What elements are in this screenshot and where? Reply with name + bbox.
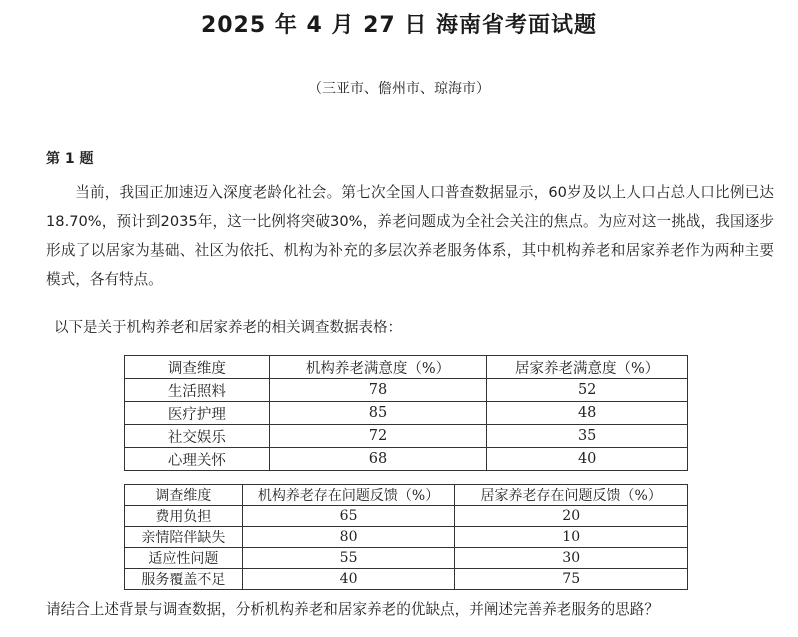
table-cell: 心理关怀: [125, 448, 270, 471]
table-row: [125, 402, 688, 425]
table-cell: 服务覆盖不足: [125, 569, 243, 590]
table-row: [125, 569, 688, 590]
table-cell: 48: [487, 402, 688, 425]
table-cell: 35: [487, 425, 688, 448]
table-header-cell: 居家养老存在问题反馈（%）: [455, 485, 688, 506]
table-row: [125, 506, 688, 527]
document-title: 2025 年 4 月 27 日 海南省考面试题: [200, 13, 598, 38]
table-header-cell: 机构养老存在问题反馈（%）: [242, 485, 455, 506]
problem-feedback-table: [124, 484, 688, 590]
table-cell: 适应性问题: [125, 548, 243, 569]
table-cell: 72: [269, 425, 487, 448]
table-header-cell: 机构养老满意度（%）: [269, 356, 487, 379]
table-header-row: [125, 356, 688, 379]
table-row: [125, 448, 688, 471]
table-row: [125, 548, 688, 569]
table-cell: 85: [269, 402, 487, 425]
table-cell: 75: [455, 569, 688, 590]
table-row: [125, 379, 688, 402]
table-row: [125, 425, 688, 448]
table-cell: 30: [455, 548, 688, 569]
question-heading: 第 1 题: [46, 151, 94, 167]
table-cell: 10: [455, 527, 688, 548]
table-header-cell: 调查维度: [125, 485, 243, 506]
table-cell: 社交娱乐: [125, 425, 270, 448]
satisfaction-table: [124, 355, 688, 471]
table-cell: 65: [242, 506, 455, 527]
table-cell: 生活照料: [125, 379, 270, 402]
table-cell: 40: [487, 448, 688, 471]
table-cell: 68: [269, 448, 487, 471]
table-cell: 78: [269, 379, 487, 402]
table-header-row: [125, 485, 688, 506]
table-cell: 40: [242, 569, 455, 590]
table-cell: 费用负担: [125, 506, 243, 527]
table-row: [125, 527, 688, 548]
table-cell: 55: [242, 548, 455, 569]
table-cell: 20: [455, 506, 688, 527]
table-cell: 亲情陪伴缺失: [125, 527, 243, 548]
table-header-cell: 居家养老满意度（%）: [487, 356, 688, 379]
table-header-cell: 调查维度: [125, 356, 270, 379]
table-cell: 80: [242, 527, 455, 548]
table-intro: 以下是关于机构养老和居家养老的相关调查数据表格：: [54, 320, 402, 336]
document-subtitle: （三亚市、儋州市、琼海市）: [308, 81, 490, 97]
table-cell: 医疗护理: [125, 402, 270, 425]
table-cell: 52: [487, 379, 688, 402]
question-prompt: 请结合上述背景与调查数据，分析机构养老和居家养老的优缺点，并阐述完善养老服务的思路？: [46, 601, 659, 618]
background-paragraph: 当前，我国正加速迈入深度老龄化社会。第七次全国人口普查数据显示，60岁及以上人口占总人口比例已达18.70%，预计到2035年，这一比例将突破30%，养老问题成为全社会关注的焦点。为应对这一挑战，我国逐步形成了以居家为基础、社区为依托、机构为补充的多层次养老服务体系，其中机构养老和居家养老作为两种主要模式，各有特点。: [46, 184, 774, 288]
